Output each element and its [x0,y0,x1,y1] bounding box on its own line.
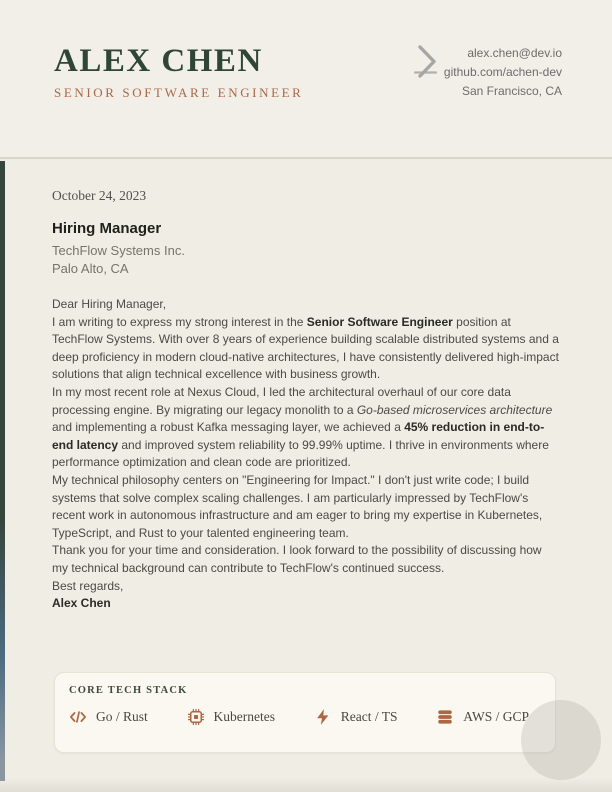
letterhead [0,0,612,159]
tech-item-react-ts [314,708,398,726]
letter-area [0,161,612,792]
letter-paragraph: Thank you for your time and consideration. I look forward to the possibility of discussing how my technical background can contribute to TechFlow's continued success. [52,543,542,575]
tech-stack-items [69,708,529,726]
page-title: ALEX CHEN [54,43,263,79]
tech-item-label: Go / Rust [96,709,148,724]
recipient-company: TechFlow Systems Inc. [52,243,185,258]
identity-block [54,44,303,101]
recipient-location: Palo Alto, CA [52,261,129,276]
letter-paragraph: Dear Hiring Manager, [52,297,167,311]
tech-item-kubernetes [187,708,275,726]
decorative-circle [521,700,601,780]
letter-date: October 24, 2023 [52,188,147,203]
recipient-block [52,219,185,278]
letter-paragraph: Alex Chen [52,596,111,611]
contact-email[interactable]: alex.chen@dev.io [467,46,562,60]
chevron-right-icon [414,44,440,80]
code-icon [69,708,87,726]
chip-icon [187,708,205,726]
tech-item-label: Kubernetes [213,709,276,724]
letter-paragraph: Best regards, [52,578,124,593]
left-accent-strip [0,161,5,781]
server-stack-icon [436,708,454,726]
tech-item-label: React / TS [340,709,398,724]
contact-block [444,44,562,101]
letter-paragraph: I am writing to express my strong interest in the Senior Software Engineer position at TechFlow Systems. With over 8 years of experience building scalable distributed systems and a deep proficiency in modern cloud-native architectures, I have consistently delivered high-impact solutions that align technical excellence with business growth. [52,314,559,382]
subtitle: SENIOR SOFTWARE ENGINEER [54,85,304,100]
tech-item-aws-gcp [436,708,529,726]
contact-github[interactable]: github.com/achen-dev [443,65,562,79]
tech-stack-title: CORE TECH STACK [69,685,188,696]
tech-stack-card [54,672,556,753]
bolt-icon [314,708,332,726]
recipient-name: Hiring Manager [52,220,162,237]
letter-paragraph: My technical philosophy centers on "Engineering for Impact." I don't just write code; I build systems that solve complex scaling challenges. I am particularly impressed by TechFlow's recent work in autonomous infrastructure and am eager to bring my expertise in Kubernetes, TypeScript, and Rust to your talented engineering team. [52,472,543,540]
letter-body [52,296,560,613]
tech-item-go-rust [69,708,148,726]
tech-item-label: AWS / GCP [463,709,529,724]
letter-paragraph: In my most recent role at Nexus Cloud, I led the architectural overhaul of our core data processing engine. By migrating our legacy monolith to a Go-based microservices architecture and implementing a robust Kafka messaging layer, we achieved a 45% reduction in end-to-end latency and improved system reliability to 99.99% uptime. I thrive in environments where performance optimization and clean code are prioritized. [52,384,553,470]
contact-location: San Francisco, CA [461,84,562,98]
